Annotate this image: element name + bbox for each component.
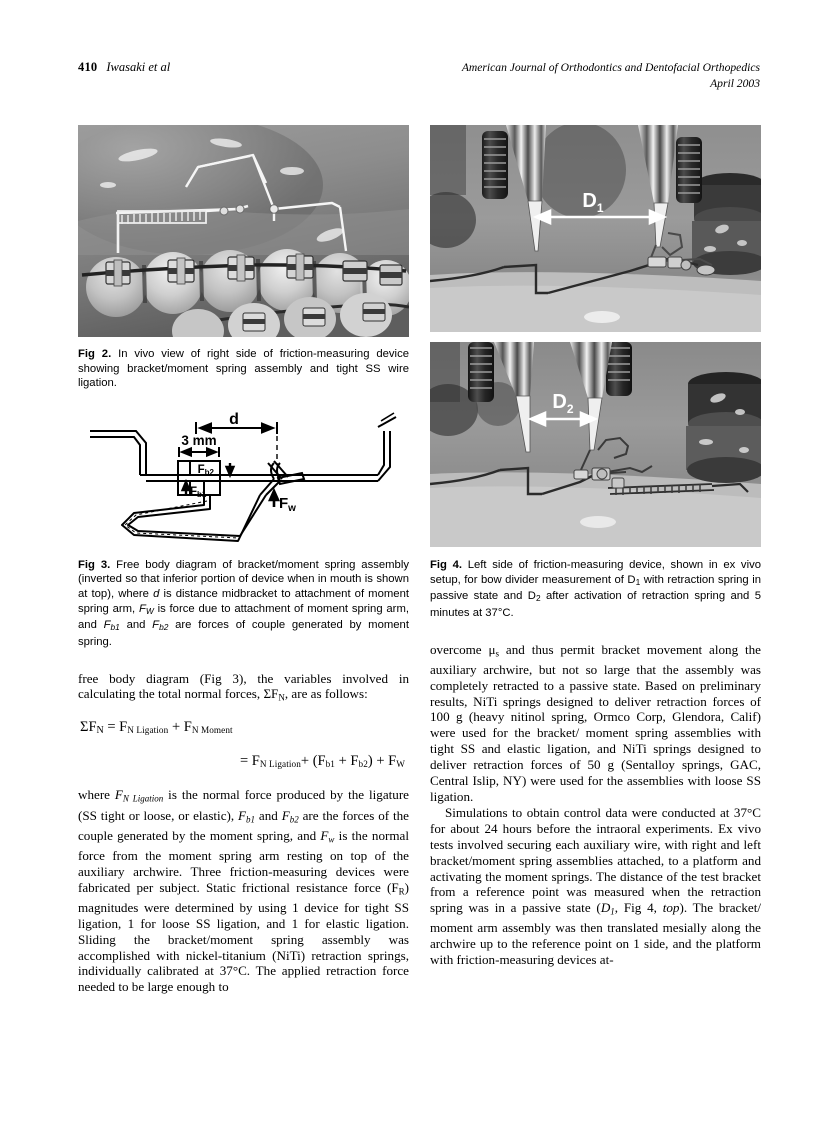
figure-4-bottom-image <box>430 342 761 547</box>
page-number: 410 <box>78 60 98 74</box>
right-para-2-d1: D <box>600 900 611 916</box>
figure-3-label-fb2: Fb2 <box>197 463 214 477</box>
eq1-term1-sub: N Ligation <box>127 724 169 735</box>
eq1-equals: = F <box>103 718 128 735</box>
figure-4-caption-d2-sub: 2 <box>535 593 541 604</box>
right-para-2 <box>430 805 761 968</box>
figure-4-bottom-label: $D_2$ <box>552 391 574 416</box>
figure-3-caption <box>78 558 409 650</box>
running-head-right <box>462 60 760 92</box>
figure-3-label: Fig 3. <box>78 558 111 571</box>
left-para-2-fw-sub: w <box>328 833 335 844</box>
left-para-2-fb2-sub: b2 <box>289 813 299 824</box>
figure-4-label: Fig 4. <box>430 559 463 571</box>
figure-3-caption-fb1-sub: b1 <box>110 622 120 633</box>
eq1-term2-sub: N Moment <box>191 724 233 735</box>
eq2-term3-sub: b2 <box>358 758 368 769</box>
figure-4-caption-d1-sub: 1 <box>635 576 641 587</box>
left-para-2-fn: F <box>114 787 123 803</box>
journal-title: American Journal of Orthodontics and Dentofacial Orthopedics <box>461 61 760 74</box>
left-para-2-s4: are the forces of the couple generated by the moment spring, and <box>78 807 409 843</box>
figure-3-caption-part2: is distance midbracket to attachment of moment spring arm, <box>78 587 409 615</box>
left-column-body <box>78 671 409 707</box>
figure-3-label-fw: $F_w$ <box>279 494 296 514</box>
left-para-2-fr-sub: R <box>398 885 405 896</box>
left-column <box>78 125 409 995</box>
left-para-2-s5: is the normal force from the moment spring arm resting on top of the auxiliary archwire. Three friction-measuring devices were fabricated per subject. Static frictional resistance force (F <box>78 827 409 895</box>
figure-2-image <box>78 125 409 337</box>
right-para-2-d1-sub: 1 <box>610 906 615 917</box>
eq2-equals: = F <box>239 752 260 769</box>
left-para-2-s1: where <box>78 787 115 803</box>
eq1-sigma-sub: N <box>96 724 104 736</box>
right-para-1-s1: overcome μ <box>430 641 496 657</box>
left-para-2-s3: and <box>255 807 282 823</box>
figure-3-caption-part3: is force due to attachment of moment spring arm, and <box>78 602 409 632</box>
right-para-2-s3: ). The bracket/ moment arm assembly was then translated mesially along the archwire up to the reference point on 1 side, and the platform with friction-measuring devices at- <box>430 900 762 968</box>
left-para-2-fw: F <box>320 827 329 843</box>
figure-4-top-image <box>430 125 761 332</box>
left-para-2 <box>78 787 409 995</box>
equation-block <box>78 719 409 773</box>
eq2-term1-sub: N Ligation <box>259 758 301 769</box>
running-head-authors: Iwasaki et al <box>106 60 171 74</box>
left-para-2-s2: is the normal force produced by the ligature (SS tight or loose, or elastic), <box>78 787 409 823</box>
figure-3-caption-part4: and <box>119 619 153 632</box>
equation-line-2 <box>78 753 409 773</box>
right-para-2-s2: , Fig 4, <box>614 900 663 916</box>
left-para-2-fb1: F <box>238 807 247 823</box>
eq2-mid: + (F <box>300 752 326 769</box>
figure-3-caption-fb1: F <box>103 619 111 632</box>
figure-4-top-label: $D_1$ <box>582 190 604 215</box>
sigma-fn-inline: ΣF <box>263 686 279 702</box>
left-column-body-2 <box>78 787 409 995</box>
left-para-2-s6: ) magnitudes were determined by using 1 device for tight SS ligation, 1 for loose SS ligation, and 1 for elastic ligation. Sliding the bracket/moment spring assembly was accomplished with nickel-titanium (NiTi) retraction springs, individually calibrated at 37°C. The applied retraction force needed to be large enough to <box>78 879 409 995</box>
sigma-fn-inline-sub: N <box>278 692 285 703</box>
left-para-2-fb2: F <box>281 807 290 823</box>
right-column-body <box>430 642 761 969</box>
left-para-1-line1: free body diagram (Fig 3), the variables involved in <box>78 670 409 686</box>
left-para-1-line2a: calculating the total normal forces, <box>78 686 264 702</box>
left-para-1 <box>78 671 409 707</box>
figure-4-caption-part2: with retraction spring in passive state and D <box>430 573 761 603</box>
figure-3-caption-part1: Free body diagram of bracket/moment spring assembly (inverted so that inferior portion of device when in mouth is shown at top), where <box>78 558 410 600</box>
figure-3-label-fb1: Fb1 <box>190 485 207 499</box>
eq1-sigma: ΣF <box>80 718 97 735</box>
figure-3-caption-d: d <box>153 587 160 600</box>
right-para-1-s2: and thus permit bracket movement along the auxiliary archwire, but not so large that the assembly was completely retracted to a passive state. Based on preliminary results, NiTi springs designed to deliver retraction forces of 100 g (heavy nitinol spring, Ormco Corp, Glendora, Calif) were used for the bracket/ moment spring assemblies with tight SS and elastic ligation, and NiTi springs designed to deliver retraction forces of 50 g (Sentalloy springs, GAC, Central Islip, NY) were used for the assemblies with loose SS ligation. <box>430 641 761 804</box>
right-para-1-mu-sub: s <box>495 647 500 658</box>
equation-line-1 <box>80 719 409 739</box>
eq2-plus: + F <box>335 752 359 769</box>
left-para-2-fb1-sub: b1 <box>246 813 256 824</box>
figure-3-label-3mm: 3 mm <box>181 432 217 448</box>
figure-4-caption-part3: after activation of retraction spring and 5 minutes at 37°C. <box>430 590 761 619</box>
right-para-1 <box>430 642 761 805</box>
left-para-2-fn-sub: N Ligation <box>122 793 164 804</box>
running-head-left <box>78 60 170 75</box>
figure-3-caption-fb2-sub: b2 <box>159 622 169 633</box>
figure-3-caption-fb2: F <box>152 619 160 632</box>
figure-4-caption <box>430 558 761 621</box>
eq2-term4-sub: W <box>396 758 405 769</box>
right-para-2-top: top <box>662 900 680 916</box>
figure-3-diagram <box>78 409 409 546</box>
figure-2-caption-text: In vivo view of right side of friction-measuring device showing bracket/moment spring assembly and tight SS wire ligation. <box>78 348 409 390</box>
figure-3-caption-fw: F <box>138 602 146 615</box>
right-column <box>430 125 761 968</box>
figure-3-caption-fw-sub: W <box>145 605 154 616</box>
figure-4-caption-part1: Left side of friction-measuring device, shown in ex vivo setup, for bow divider measurement of D <box>430 559 762 586</box>
issue-date: April 2003 <box>710 77 760 90</box>
eq2-close: ) + F <box>367 752 397 769</box>
left-para-1-line2b: , are as follows: <box>284 686 368 702</box>
right-para-2-s1: Simulations to obtain control data were conducted at 37°C for about 24 hours before the intraoral experiments. Ex vivo tests involved securing each auxiliary wire, with right and left bracket/moment spring assemblies attached, to a platform and activating the moment springs. The distance of the test bracket from a reference point was measured when the retraction spring was in a passive state ( <box>430 804 761 916</box>
figure-2-label: Fig 2. <box>78 348 112 360</box>
figure-2-caption <box>78 347 409 391</box>
figure-3-caption-part5: are forces of couple generated by moment spring. <box>78 619 409 648</box>
eq1-plus: + F <box>168 718 192 735</box>
running-head <box>78 60 760 94</box>
figure-3-label-d: d <box>229 410 239 428</box>
eq2-term2-sub: b1 <box>325 758 335 769</box>
